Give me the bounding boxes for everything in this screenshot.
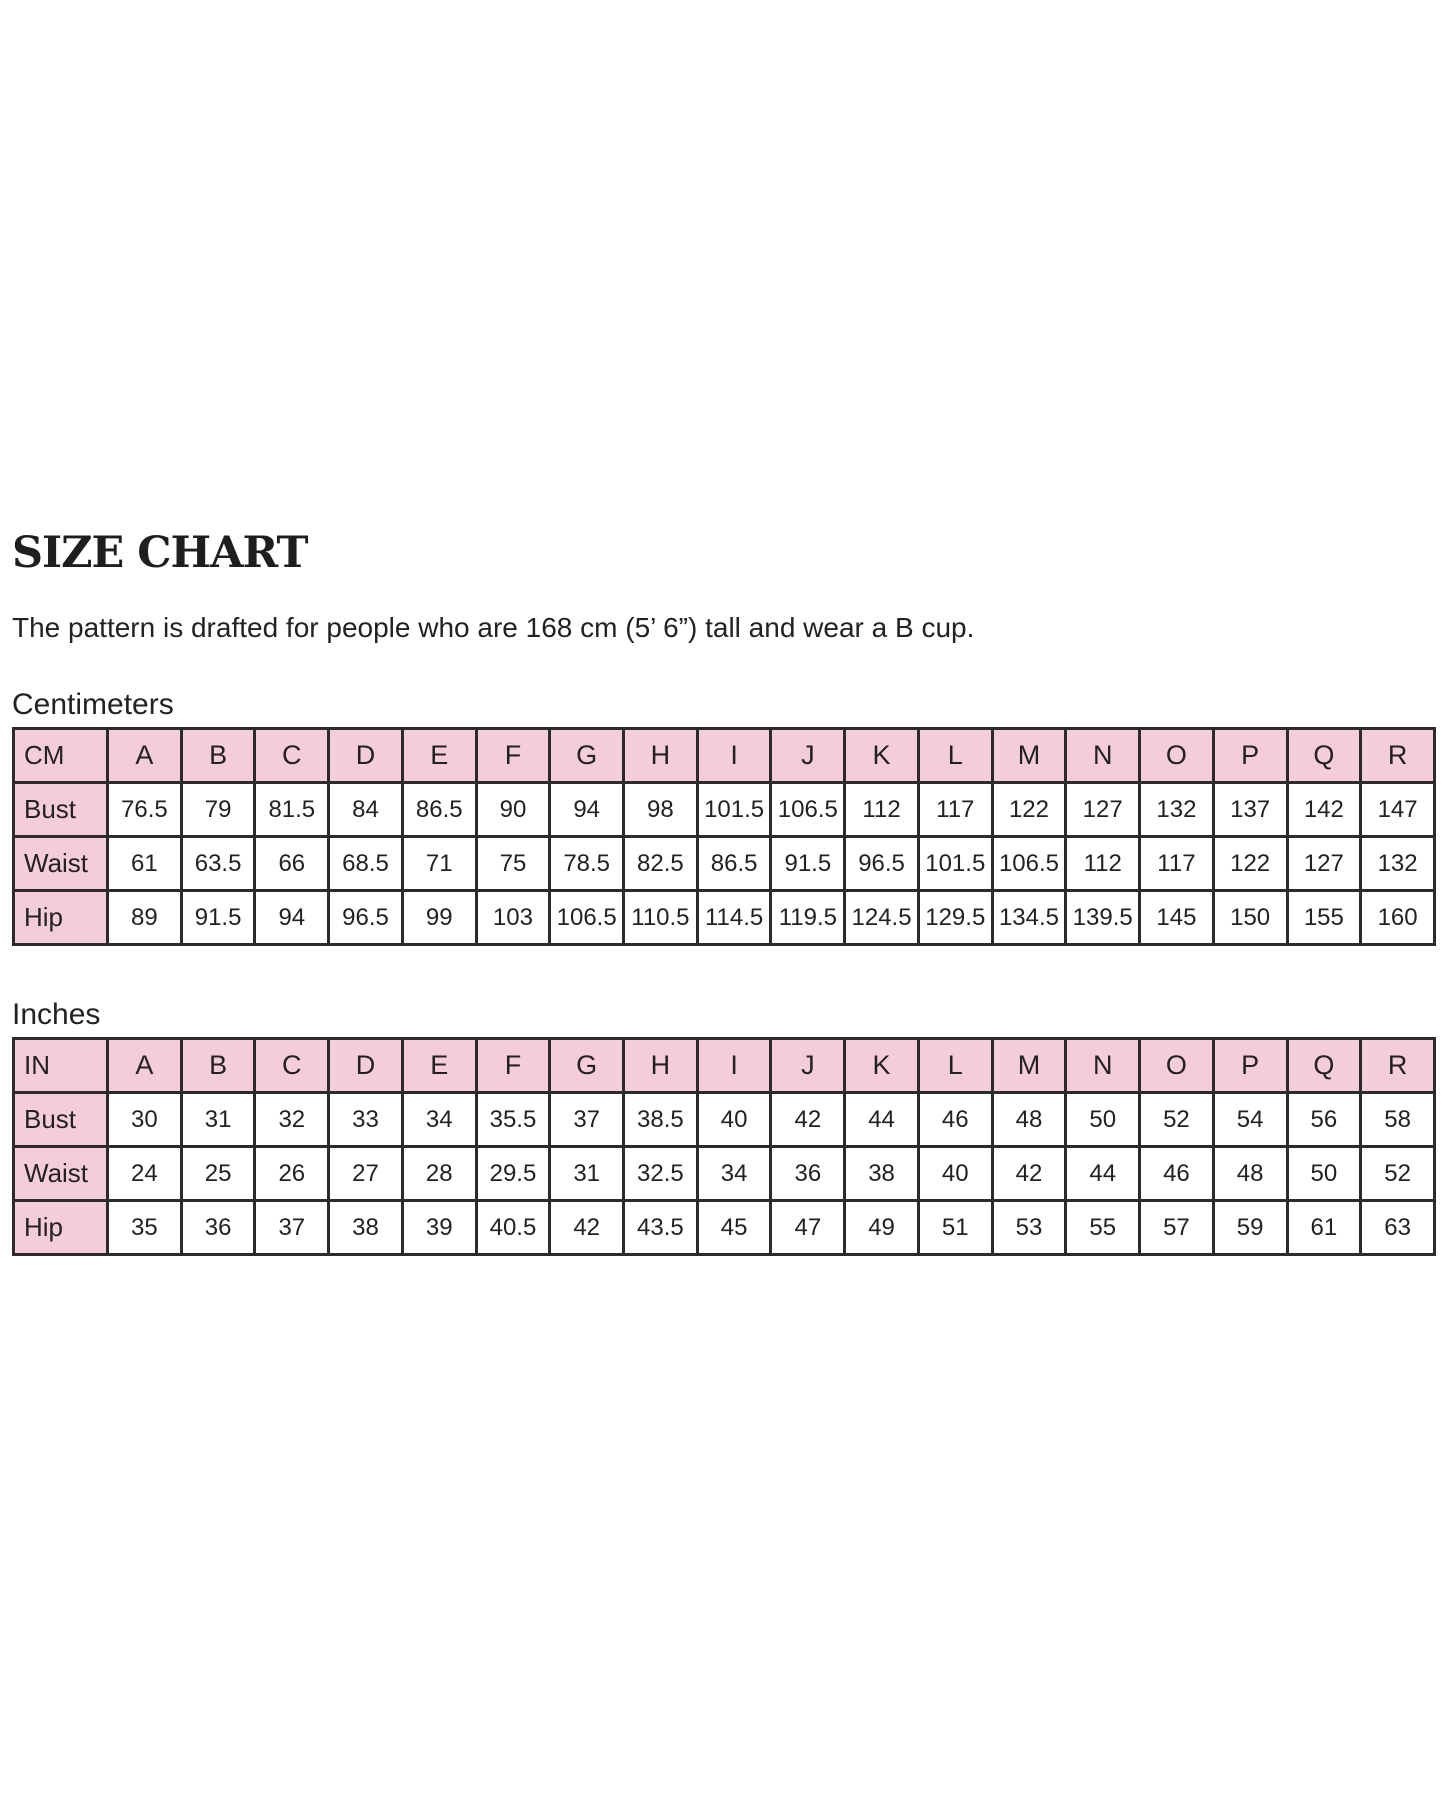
measurement-cell: 42	[550, 1201, 624, 1255]
page-title: SIZE CHART	[12, 528, 308, 578]
measurement-cell: 134.5	[992, 891, 1066, 945]
measurement-cell: 90	[476, 783, 550, 837]
size-header-k: K	[845, 1039, 919, 1093]
size-header-i: I	[697, 729, 771, 783]
measurement-cell: 63.5	[181, 837, 255, 891]
measurement-cell: 127	[1066, 783, 1140, 837]
measurement-cell: 44	[845, 1093, 919, 1147]
measurement-cell: 96.5	[329, 891, 403, 945]
table-header-row	[14, 729, 1435, 783]
size-header-e: E	[402, 729, 476, 783]
measurement-cell: 66	[255, 837, 329, 891]
size-header-p: P	[1213, 729, 1287, 783]
table-row-waist	[14, 1147, 1435, 1201]
measurement-cell: 145	[1140, 891, 1214, 945]
row-label-hip: Hip	[14, 891, 108, 945]
measurement-cell: 71	[402, 837, 476, 891]
measurement-cell: 43.5	[624, 1201, 698, 1255]
size-header-l: L	[918, 1039, 992, 1093]
measurement-cell: 38	[845, 1147, 919, 1201]
size-header-p: P	[1213, 1039, 1287, 1093]
measurement-cell: 54	[1213, 1093, 1287, 1147]
centimeters-label: Centimeters	[12, 688, 174, 721]
measurement-cell: 25	[181, 1147, 255, 1201]
measurement-cell: 52	[1140, 1093, 1214, 1147]
size-header-a: A	[108, 1039, 182, 1093]
measurement-cell: 38.5	[624, 1093, 698, 1147]
measurement-cell: 34	[697, 1147, 771, 1201]
measurement-cell: 32.5	[624, 1147, 698, 1201]
measurement-cell: 86.5	[697, 837, 771, 891]
inches-label: Inches	[12, 998, 101, 1031]
measurement-cell: 81.5	[255, 783, 329, 837]
measurement-cell: 48	[992, 1093, 1066, 1147]
measurement-cell: 63	[1361, 1201, 1435, 1255]
measurement-cell: 94	[550, 783, 624, 837]
size-header-j: J	[771, 729, 845, 783]
size-header-n: N	[1066, 729, 1140, 783]
measurement-cell: 38	[329, 1201, 403, 1255]
measurement-cell: 46	[918, 1093, 992, 1147]
measurement-cell: 61	[1287, 1201, 1361, 1255]
measurement-cell: 91.5	[771, 837, 845, 891]
size-header-l: L	[918, 729, 992, 783]
measurement-cell: 150	[1213, 891, 1287, 945]
centimeters-table	[12, 727, 1436, 946]
measurement-cell: 76.5	[108, 783, 182, 837]
table-header-row	[14, 1039, 1435, 1093]
measurement-cell: 82.5	[624, 837, 698, 891]
measurement-cell: 50	[1066, 1093, 1140, 1147]
measurement-cell: 75	[476, 837, 550, 891]
unit-header-cell: IN	[14, 1039, 108, 1093]
measurement-cell: 37	[255, 1201, 329, 1255]
table-row-hip	[14, 1201, 1435, 1255]
size-header-m: M	[992, 1039, 1066, 1093]
measurement-cell: 35	[108, 1201, 182, 1255]
size-header-h: H	[624, 1039, 698, 1093]
measurement-cell: 106.5	[771, 783, 845, 837]
size-header-r: R	[1361, 729, 1435, 783]
measurement-cell: 28	[402, 1147, 476, 1201]
measurement-cell: 127	[1287, 837, 1361, 891]
measurement-cell: 101.5	[918, 837, 992, 891]
size-header-e: E	[402, 1039, 476, 1093]
size-header-g: G	[550, 1039, 624, 1093]
size-header-d: D	[329, 1039, 403, 1093]
measurement-cell: 122	[992, 783, 1066, 837]
measurement-cell: 27	[329, 1147, 403, 1201]
measurement-cell: 56	[1287, 1093, 1361, 1147]
measurement-cell: 117	[918, 783, 992, 837]
size-header-r: R	[1361, 1039, 1435, 1093]
measurement-cell: 89	[108, 891, 182, 945]
measurement-cell: 36	[771, 1147, 845, 1201]
measurement-cell: 112	[1066, 837, 1140, 891]
measurement-cell: 129.5	[918, 891, 992, 945]
table-row-waist	[14, 837, 1435, 891]
measurement-cell: 33	[329, 1093, 403, 1147]
size-header-j: J	[771, 1039, 845, 1093]
measurement-cell: 147	[1361, 783, 1435, 837]
measurement-cell: 91.5	[181, 891, 255, 945]
table-row-bust	[14, 783, 1435, 837]
measurement-cell: 39	[402, 1201, 476, 1255]
size-header-f: F	[476, 1039, 550, 1093]
measurement-cell: 122	[1213, 837, 1287, 891]
measurement-cell: 117	[1140, 837, 1214, 891]
page-subtitle: The pattern is drafted for people who are 168 cm (5’ 6”) tall and wear a B cup.	[12, 612, 975, 643]
measurement-cell: 29.5	[476, 1147, 550, 1201]
row-label-waist: Waist	[14, 1147, 108, 1201]
size-header-k: K	[845, 729, 919, 783]
measurement-cell: 124.5	[845, 891, 919, 945]
measurement-cell: 110.5	[624, 891, 698, 945]
size-header-m: M	[992, 729, 1066, 783]
measurement-cell: 112	[845, 783, 919, 837]
measurement-cell: 45	[697, 1201, 771, 1255]
measurement-cell: 132	[1140, 783, 1214, 837]
measurement-cell: 26	[255, 1147, 329, 1201]
measurement-cell: 114.5	[697, 891, 771, 945]
size-header-o: O	[1140, 729, 1214, 783]
measurement-cell: 46	[1140, 1147, 1214, 1201]
measurement-cell: 106.5	[992, 837, 1066, 891]
measurement-cell: 86.5	[402, 783, 476, 837]
row-label-waist: Waist	[14, 837, 108, 891]
measurement-cell: 35.5	[476, 1093, 550, 1147]
size-header-c: C	[255, 729, 329, 783]
measurement-cell: 137	[1213, 783, 1287, 837]
measurement-cell: 98	[624, 783, 698, 837]
measurement-cell: 24	[108, 1147, 182, 1201]
measurement-cell: 37	[550, 1093, 624, 1147]
measurement-cell: 119.5	[771, 891, 845, 945]
measurement-cell: 53	[992, 1201, 1066, 1255]
size-header-d: D	[329, 729, 403, 783]
size-header-q: Q	[1287, 729, 1361, 783]
measurement-cell: 99	[402, 891, 476, 945]
measurement-cell: 48	[1213, 1147, 1287, 1201]
measurement-cell: 32	[255, 1093, 329, 1147]
row-label-bust: Bust	[14, 1093, 108, 1147]
measurement-cell: 55	[1066, 1201, 1140, 1255]
measurement-cell: 40.5	[476, 1201, 550, 1255]
measurement-cell: 30	[108, 1093, 182, 1147]
table-row-hip	[14, 891, 1435, 945]
measurement-cell: 40	[918, 1147, 992, 1201]
size-header-c: C	[255, 1039, 329, 1093]
measurement-cell: 57	[1140, 1201, 1214, 1255]
measurement-cell: 101.5	[697, 783, 771, 837]
inches-table	[12, 1037, 1436, 1256]
size-header-b: B	[181, 1039, 255, 1093]
size-header-i: I	[697, 1039, 771, 1093]
measurement-cell: 79	[181, 783, 255, 837]
size-header-q: Q	[1287, 1039, 1361, 1093]
measurement-cell: 59	[1213, 1201, 1287, 1255]
measurement-cell: 155	[1287, 891, 1361, 945]
measurement-cell: 31	[181, 1093, 255, 1147]
size-header-f: F	[476, 729, 550, 783]
measurement-cell: 44	[1066, 1147, 1140, 1201]
row-label-bust: Bust	[14, 783, 108, 837]
measurement-cell: 50	[1287, 1147, 1361, 1201]
measurement-cell: 94	[255, 891, 329, 945]
measurement-cell: 42	[771, 1093, 845, 1147]
measurement-cell: 78.5	[550, 837, 624, 891]
measurement-cell: 34	[402, 1093, 476, 1147]
measurement-cell: 96.5	[845, 837, 919, 891]
measurement-cell: 36	[181, 1201, 255, 1255]
unit-header-cell: CM	[14, 729, 108, 783]
measurement-cell: 103	[476, 891, 550, 945]
size-header-a: A	[108, 729, 182, 783]
measurement-cell: 106.5	[550, 891, 624, 945]
measurement-cell: 68.5	[329, 837, 403, 891]
measurement-cell: 42	[992, 1147, 1066, 1201]
measurement-cell: 51	[918, 1201, 992, 1255]
measurement-cell: 58	[1361, 1093, 1435, 1147]
measurement-cell: 31	[550, 1147, 624, 1201]
measurement-cell: 142	[1287, 783, 1361, 837]
size-header-h: H	[624, 729, 698, 783]
measurement-cell: 47	[771, 1201, 845, 1255]
size-header-o: O	[1140, 1039, 1214, 1093]
size-header-g: G	[550, 729, 624, 783]
row-label-hip: Hip	[14, 1201, 108, 1255]
table-row-bust	[14, 1093, 1435, 1147]
measurement-cell: 84	[329, 783, 403, 837]
measurement-cell: 40	[697, 1093, 771, 1147]
measurement-cell: 139.5	[1066, 891, 1140, 945]
measurement-cell: 132	[1361, 837, 1435, 891]
size-header-b: B	[181, 729, 255, 783]
measurement-cell: 61	[108, 837, 182, 891]
measurement-cell: 52	[1361, 1147, 1435, 1201]
measurement-cell: 160	[1361, 891, 1435, 945]
size-header-n: N	[1066, 1039, 1140, 1093]
measurement-cell: 49	[845, 1201, 919, 1255]
